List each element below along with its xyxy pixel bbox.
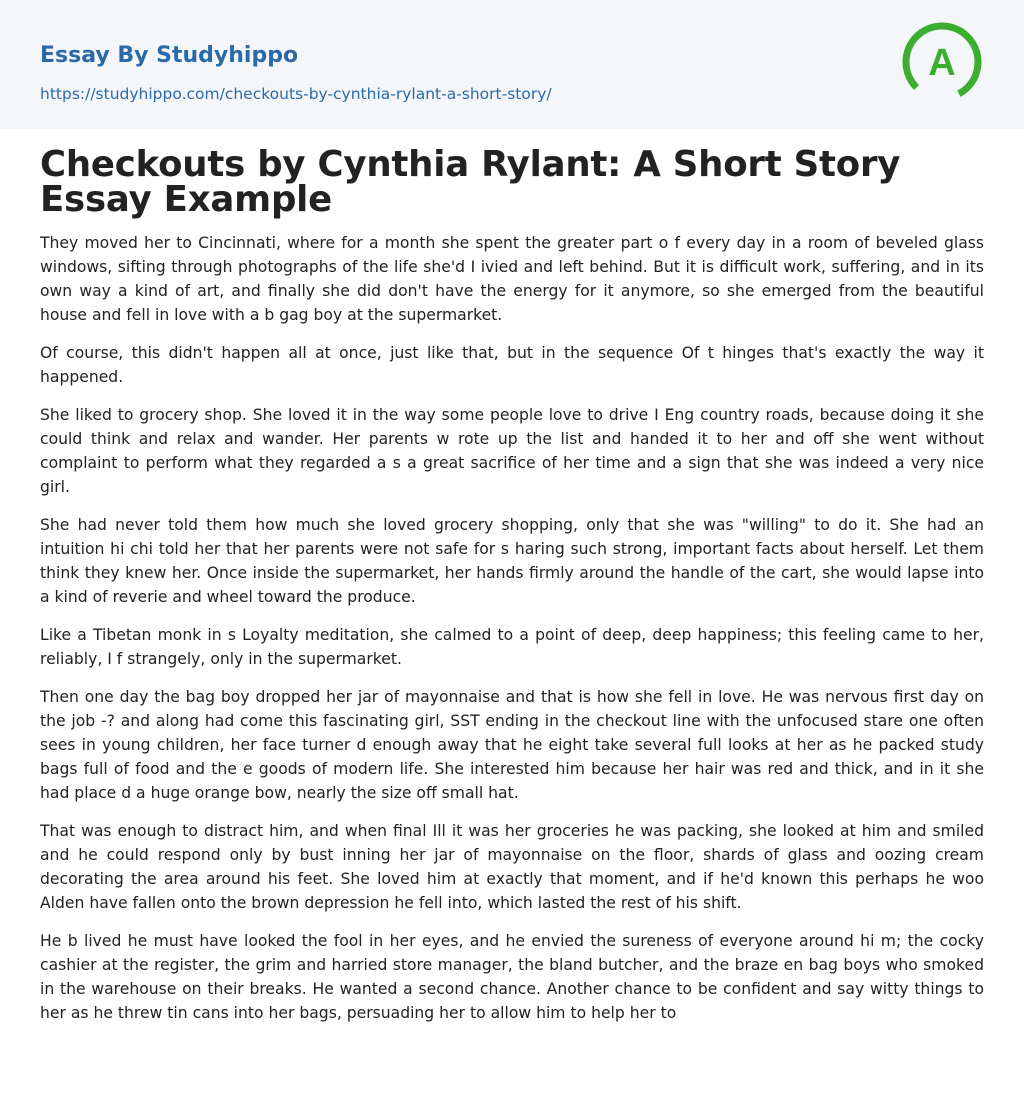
- source-url-link[interactable]: https://studyhippo.com/checkouts-by-cynthia-rylant-a-short-story/: [40, 85, 552, 103]
- studyhippo-logo-icon[interactable]: [900, 20, 984, 104]
- page-title: Checkouts by Cynthia Rylant: A Short Story Essay Example: [40, 144, 901, 220]
- paragraph: Like a Tibetan monk in s Loyalty meditation, she calmed to a point of deep, deep happiness; this feeling came to her, reliably, I f strangely, only in the supermarket.: [40, 626, 984, 668]
- paragraph: Of course, this didn't happen all at once, just like that, but in the sequence Of t hinges that's exactly the way it happened.: [40, 344, 984, 386]
- logo-letter: A: [928, 42, 956, 84]
- article: [0, 144, 1024, 1025]
- paragraph: They moved her to Cincinnati, where for a month she spent the greater part o f every day in a room of beveled glass windows, sifting through photographs of the life she'd I ivied and left behind. But it is difficult work, suffering, and in its own way a kind of art, and finally she did don't have the energy for it anymore, so she emerged from the beautiful house and fell in love with a b gag boy at the supermarket.: [40, 234, 984, 324]
- paragraph: He b lived he must have looked the fool in her eyes, and he envied the sureness of everyone around hi m; the cocky cashier at the register, the grim and harried store manager, the bland butcher, and the braze en bag boys who smoked in the warehouse on their breaks. He wanted a second chance. Another chance to be confident and say witty things to her as he threw tin cans into her bags, persuading her to allow him to help her to: [40, 932, 984, 1022]
- paragraph: She had never told them how much she loved grocery shopping, only that she was "willing" to do it. She had an intuition hi chi told her that her parents were not safe for s haring such strong, important facts about herself. Let them think they knew her. Once inside the supermarket, her hands firmly around the handle of the cart, she would lapse into a kind of reverie and wheel toward the produce.: [40, 516, 984, 606]
- site-header: [0, 0, 1024, 129]
- paragraph: Then one day the bag boy dropped her jar of mayonnaise and that is how she fell in love. He was nervous first day on the job -? and along had come this fascinating girl, SST ending in the checkout line with the unfocused stare one often sees in young children, her face turner d enough away that he eight take several full looks at her as he packed study bags full of food and the e goods of modern life. She interested him because her hair was red and thick, and in it she had place d a huge orange bow, nearly the size off small hat.: [40, 688, 984, 802]
- paragraph: She liked to grocery shop. She loved it in the way some people love to drive I Eng country roads, because doing it she could think and relax and wander. Her parents w rote up the list and handed it to her and off she went without complaint to perform what they regarded a s a great sacrifice of her time and a sign that she was indeed a very nice girl.: [40, 406, 984, 496]
- paragraph: That was enough to distract him, and when final Ill it was her groceries he was packing, she looked at him and smiled and he could respond only by bust inning her jar of mayonnaise on the floor, shards of glass and oozing cream decorating the area around his feet. She loved him at exactly that moment, and if he'd known this perhaps he woo Alden have fallen onto the brown depression he fell into, which lasted the rest of his shift.: [40, 822, 984, 912]
- site-brand[interactable]: Essay By Studyhippo: [40, 43, 299, 68]
